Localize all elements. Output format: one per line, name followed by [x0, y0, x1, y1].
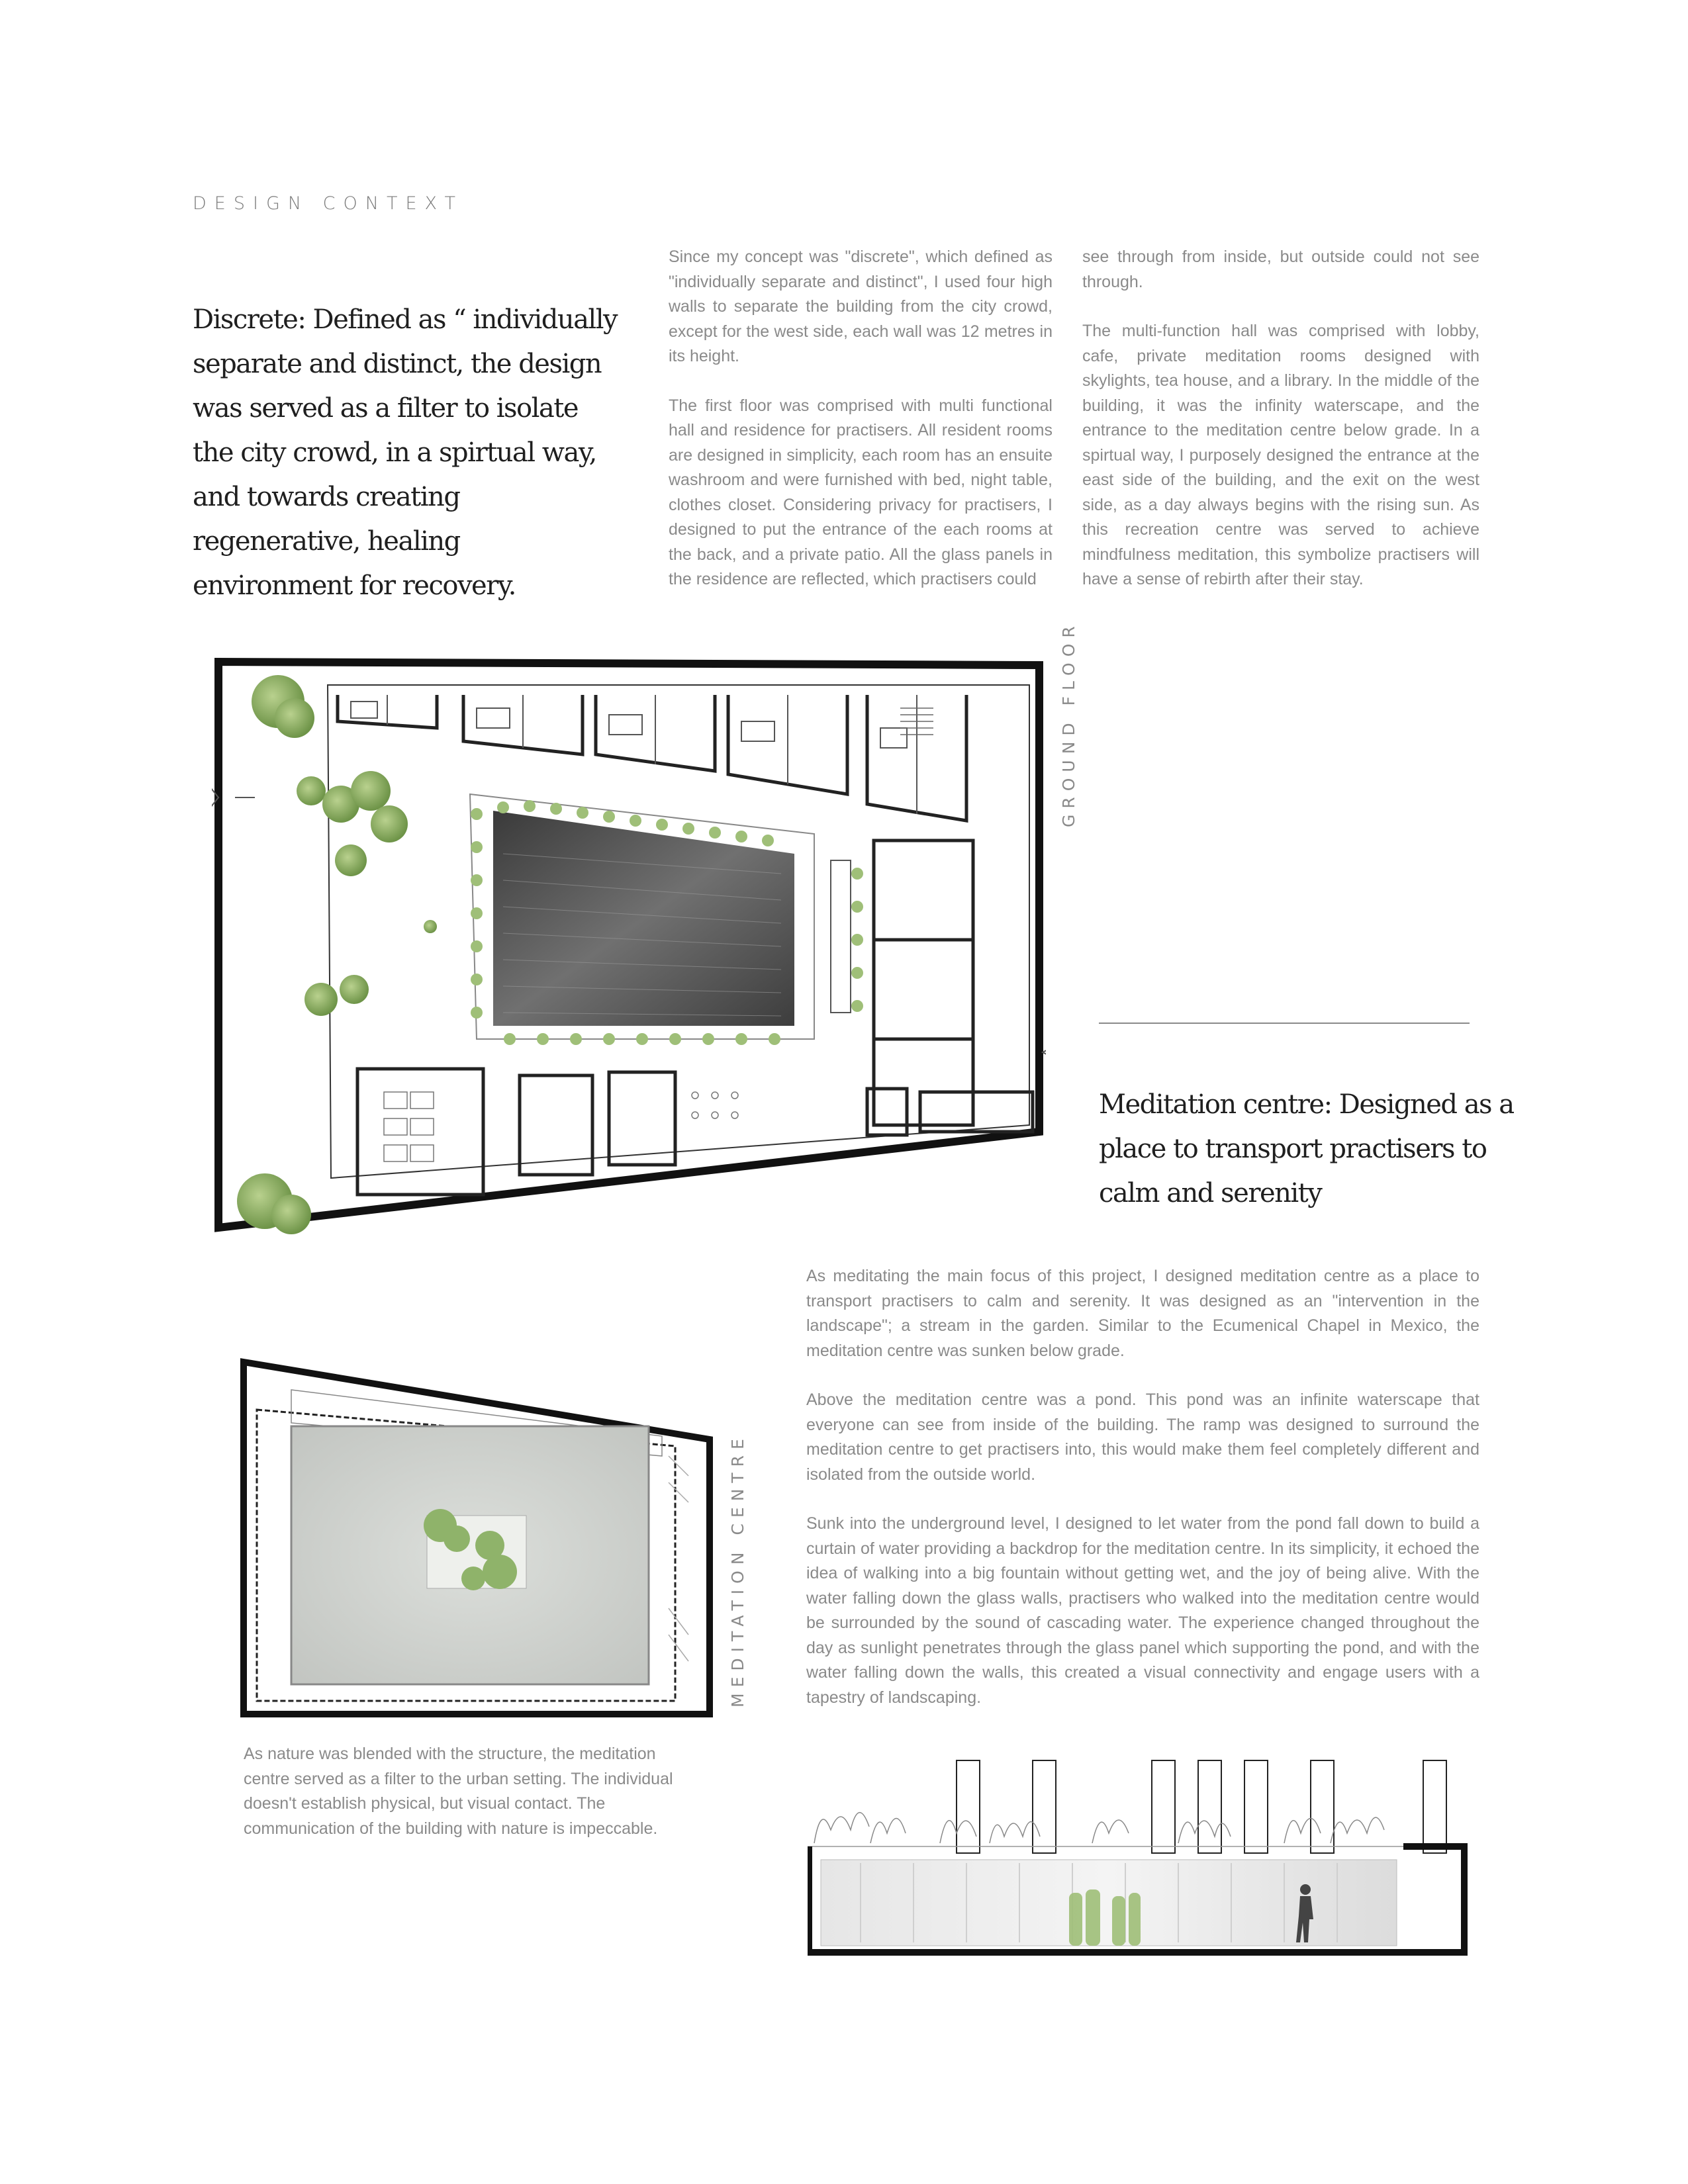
meditation-centre-plan	[238, 1357, 715, 1721]
meditation-centre-label: MEDITATION CENTRE	[728, 1433, 747, 1707]
intro-paragraph: Since my concept was "discrete", which defined as "individually separate and distinct", I used four high walls to separate the building from the city crowd, except for the west side, each wall was 12 metres in its height.	[669, 248, 1053, 365]
divider-line	[1099, 1023, 1470, 1024]
meditation-section-drawing	[808, 1754, 1476, 1966]
meditation-centre-plan-drawing	[238, 1357, 715, 1721]
intro-column-2	[1082, 245, 1479, 617]
meditation-text-block	[806, 1264, 1479, 1735]
intro-paragraph: The first floor was comprised with multi functional hall and residence for practisers. All resident rooms are designed in simplicity, each room has an ensuite washroom and were furnished with bed, night table, clothes closet. Considering privacy for practisers, I designed to put the entrance of the each rooms at the back, and a private patio. All the glass panels in the residence are reflected, which practisers could	[669, 396, 1053, 588]
section-title: DESIGN CONTEXT	[193, 193, 464, 214]
ground-floor-label: GROUND FLOOR	[1059, 620, 1078, 827]
ground-floor-plan	[212, 655, 1046, 1238]
intro-paragraph: see through from inside, but outside could not see through.	[1082, 248, 1479, 291]
headline-discrete: Discrete: Defined as “ individually separate and distinct, the design was served as a filter to isolate the city crowd, in a spirtual way, and towards creating regenerative, healing environment for recovery.	[193, 304, 618, 601]
meditation-paragraph: Above the meditation centre was a pond. This pond was an infinite waterscape that everyone can see from inside of the building. The ramp was designed to surround the meditation centre to get practisers into, this would make them feel completely different and isolated from the outside world.	[806, 1390, 1479, 1484]
ground-floor-plan-drawing	[212, 655, 1046, 1238]
meditation-paragraph: Sunk into the underground level, I designed to let water from the pond fall down to build a curtain of water providing a backdrop for the meditation centre. In its simplicity, it echoed the idea of walking into a big fountain without getting wet, and the joy of being alive. With the water falling down the glass walls, practisers who walked into the meditation centre would be surrounded by the sound of cascading water. The experience changed throughout the day as sunlight penetrates through the glass panel which supporting the pond, and with the water falling down the walls, this created a visual connectivity and engage users with a tapestry of landscaping.	[806, 1514, 1479, 1707]
meditation-paragraph: As meditating the main focus of this project, I designed meditation centre as a place to transport practisers to calm and serenity. It was designed as an "intervention in the landscape"; a stream in the garden. Similar to the Ecumenical Chapel in Mexico, the meditation centre was sunken below grade.	[806, 1267, 1479, 1360]
intro-paragraph: The multi-function hall was comprised with lobby, cafe, private meditation rooms designed with skylights, tea house, and a library. In the middle of the building, it was the infinity waterscape, and the entrance to the meditation centre below grade. In a spirtual way, I purposely designed the entrance at the east side of the building, and the exit on the west side, as a day always begins with the rising sun. As this recreation centre was served to achieve mindfulness meditation, this symbolize practisers will have a sense of rebirth after their stay.	[1082, 322, 1479, 588]
section-drawing	[808, 1754, 1476, 1966]
intro-column-1	[669, 245, 1053, 617]
headline-meditation: Meditation centre: Designed as a place to transport practisers to calm and serenity	[1099, 1089, 1514, 1208]
nature-caption: As nature was blended with the structure, the meditation centre served as a filter to the urban setting. The individual doesn't establish physical, but visual contact. The communication of the building with nature is impeccable.	[244, 1745, 673, 1838]
